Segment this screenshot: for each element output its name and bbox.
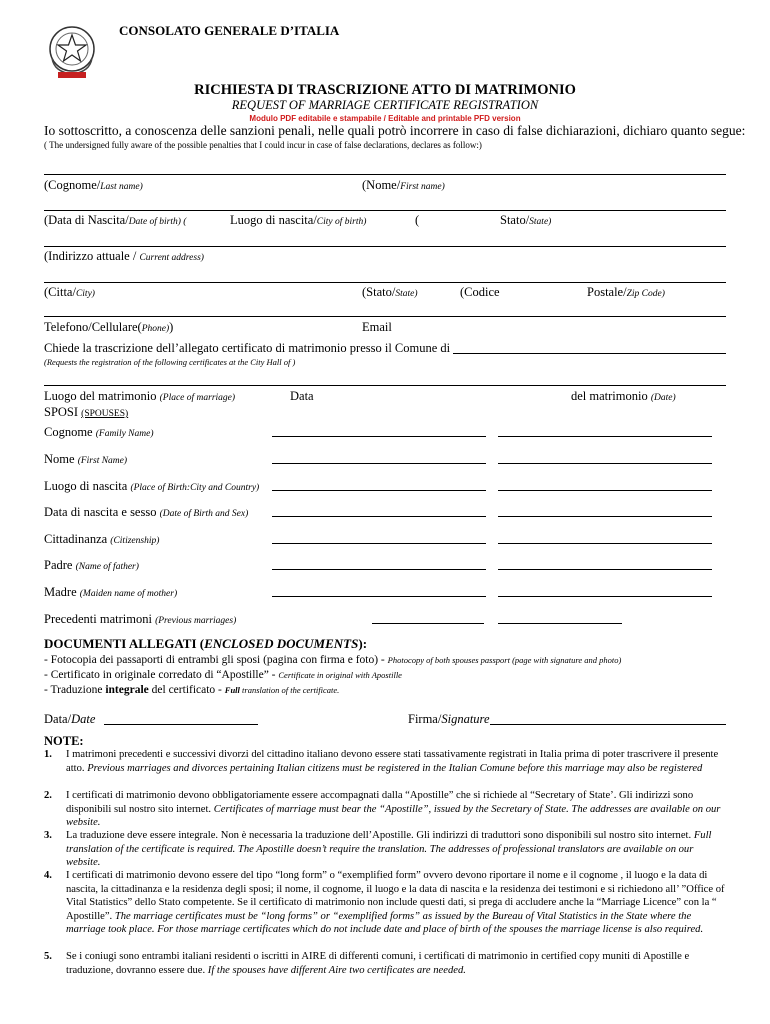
document-item: - Fotocopia dei passaporti di entrambi gli sposi (pagina con firma e foto) - Photocopy of both spouses passport (page with signature and photo) xyxy=(44,654,622,666)
spouse-row-label: Cognome (Family Name) xyxy=(44,425,154,439)
city-field[interactable]: (Citta/City) xyxy=(44,285,95,299)
spouse-row-label: Nome (First Name) xyxy=(44,452,128,466)
address-field[interactable]: (Indirizzo attuale / Current address) xyxy=(44,249,204,263)
pdf-version-note: Modulo PDF editabile e stampabile / Editable and printable PFD version xyxy=(249,114,521,123)
request-comune-english: (Requests the registration of the following certificates at the City Hall of ) xyxy=(44,357,296,367)
spouse-row-label: Precedenti matrimoni (Previous marriages) xyxy=(44,612,237,626)
state2-field[interactable]: (Stato/State) xyxy=(362,285,418,299)
italian-emblem-icon xyxy=(44,22,100,82)
note-number: 1. xyxy=(44,749,52,760)
spouse-2-input[interactable] xyxy=(498,543,712,544)
note-number: 2. xyxy=(44,790,52,801)
documents-heading: DOCUMENTI ALLEGATI (ENCLOSED DOCUMENTS): xyxy=(44,636,368,651)
signature-date-field[interactable]: Data/Date xyxy=(44,712,96,726)
spouse-row-label: Padre (Name of father) xyxy=(44,558,139,572)
spouse-1-input[interactable] xyxy=(272,436,486,437)
form-title-english: REQUEST OF MARRIAGE CERTIFICATE REGISTRATION xyxy=(231,98,539,112)
spouse-2-input[interactable] xyxy=(498,490,712,491)
signature-date-line[interactable] xyxy=(104,724,258,725)
spouse-row-label: Cittadinanza (Citizenship) xyxy=(44,532,160,546)
spouse-1-input[interactable] xyxy=(272,596,486,597)
field-line xyxy=(44,316,726,317)
spouse-1-input[interactable] xyxy=(372,623,484,624)
field-line xyxy=(44,385,726,386)
declaration-intro-english: ( The undersigned fully aware of the possible penalties that I could incur in case of false declarations, declares as follow:) xyxy=(44,140,482,150)
note-item: 4. I certificati di matrimonio devono essere del tipo “long form” o “exemplified form” ovvero devono riportare il nome e il cognome , il luogo e la data di nascita, la cittadinanza e la residenza degli sposi; il nome, il cognome, il luogo e la data di nascita e la residenza dei testimoni e si richiedono all’ ”Office of Vital Statistics” dello Stato competente. Se il certificato di matrimonio non include questi dati, si prega di accludere anche la “Marriage Licence” con la “ Apostille”. The marriage certificates must be “long forms” or “exemplified forms” as issued by the Bureau of Vital Statistics in the State where the marriage took place. For those marriage certificates which do not include date and place of birth of the spouses the marriage license is also required. xyxy=(44,870,725,936)
form-title: RICHIESTA DI TRASCRIZIONE ATTO DI MATRIMONIO xyxy=(194,82,576,98)
field-line xyxy=(44,246,726,247)
field-line xyxy=(44,174,726,175)
spouse-row-label: Data di nascita e sesso (Date of Birth and Sex) xyxy=(44,505,249,519)
phone-field[interactable]: Telefono/Cellulare(Phone)) xyxy=(44,320,174,334)
state-field[interactable]: Stato/State) xyxy=(500,213,552,227)
note-item: 5. Se i coniugi sono entrambi italiani residenti o iscritti in AIRE di differenti comuni, i certificati di matrimonio in certified copy muniti di Apostille e traduzione, dovranno essere due. If the spouses have different Aire two certificates are needed. xyxy=(44,951,690,976)
zip-label-start: (Codice xyxy=(460,285,500,299)
signature-field[interactable]: Firma/Signature xyxy=(408,712,490,726)
field-line xyxy=(44,282,726,283)
document-item: - Certificato in originale corredato di “Apostille” - Certificate in original with Apostille xyxy=(44,669,402,681)
spouse-2-input[interactable] xyxy=(498,516,712,517)
request-comune-label: Chiede la trascrizione dell’allegato certificato di matrimonio presso il Comune di xyxy=(44,341,451,355)
spouses-heading: SPOSI (SPOUSES) xyxy=(44,405,129,419)
spouse-2-input[interactable] xyxy=(498,463,712,464)
spouse-1-input[interactable] xyxy=(272,569,486,570)
consulate-name: CONSOLATO GENERALE D’ITALIA xyxy=(119,23,340,38)
spouse-1-input[interactable] xyxy=(272,490,486,491)
document-item: - Traduzione integrale del certificato - Full translation of the certificate. xyxy=(44,684,340,696)
declaration-intro: Io sottoscritto, a conoscenza delle sanzioni penali, nelle quali potrò incorrere in caso di false dichiarazioni, dichiaro quanto segue: xyxy=(44,123,746,138)
date-of-birth-field[interactable]: (Data di Nascita/Date of birth) ( xyxy=(44,213,187,227)
note-number: 4. xyxy=(44,870,52,881)
zip-code-field[interactable]: Postale/Zip Code) xyxy=(587,285,665,299)
spouse-2-input[interactable] xyxy=(498,436,712,437)
spouse-1-input[interactable] xyxy=(272,516,486,517)
spouse-row-label: Madre (Maiden name of mother) xyxy=(44,585,178,599)
note-number: 5. xyxy=(44,951,52,962)
note-number: 3. xyxy=(44,830,52,841)
spouse-1-input[interactable] xyxy=(272,463,486,464)
place-of-marriage-field[interactable]: Luogo del matrimonio (Place of marriage) xyxy=(44,389,236,403)
date-label: Data xyxy=(290,389,314,403)
note-item: 3. La traduzione deve essere integrale. Non è necessaria la traduzione dell’Apostille. Gli indirizzi di traduttori sono disponibili sul nostro sito internet. Full translation of the certificate is required. The Apostille doesn’t require the translation. The addresses of professional translators are available on our website. xyxy=(44,830,712,869)
date-of-marriage-field[interactable]: del matrimonio (Date) xyxy=(571,389,676,403)
surname-field[interactable]: (Cognome/Last name) xyxy=(44,178,143,192)
note-item: 1. I matrimoni precedenti e successivi divorzi del cittadino italiano devono essere stati tassativamente registrati in Italia prima di poter trascrivere il presente atto. Previous marriages and divorces pertaining Italian citizens must be registered in the Italian Comune before this marriage may also be registered xyxy=(44,749,719,774)
spouse-2-input[interactable] xyxy=(498,623,622,624)
comune-input-line[interactable] xyxy=(453,353,726,354)
place-of-birth-field[interactable]: Luogo di nascita/City of birth) xyxy=(230,213,367,227)
note-item: 2. I certificati di matrimonio devono obbligatoriamente essere accompagnati dalla “Apostille” che si richiede al “Secretary of State’. Gli indirizzi sono disponibili sul nostro sito internet. Certificates of marriage must bear the “Apostille”, issued by the Secretary of State. The addresses are available on our website. xyxy=(44,790,721,829)
name-field[interactable]: (Nome/First name) xyxy=(362,178,445,192)
spouse-row-label: Luogo di nascita (Place of Birth:City and Country) xyxy=(44,479,260,493)
notes-heading: NOTE: xyxy=(44,734,84,748)
spouse-1-input[interactable] xyxy=(272,543,486,544)
spouse-2-input[interactable] xyxy=(498,596,712,597)
email-field[interactable]: Email xyxy=(362,320,392,334)
field-line xyxy=(44,210,726,211)
signature-line[interactable] xyxy=(490,724,726,725)
paren-mark: ( xyxy=(415,213,420,227)
spouse-2-input[interactable] xyxy=(498,569,712,570)
